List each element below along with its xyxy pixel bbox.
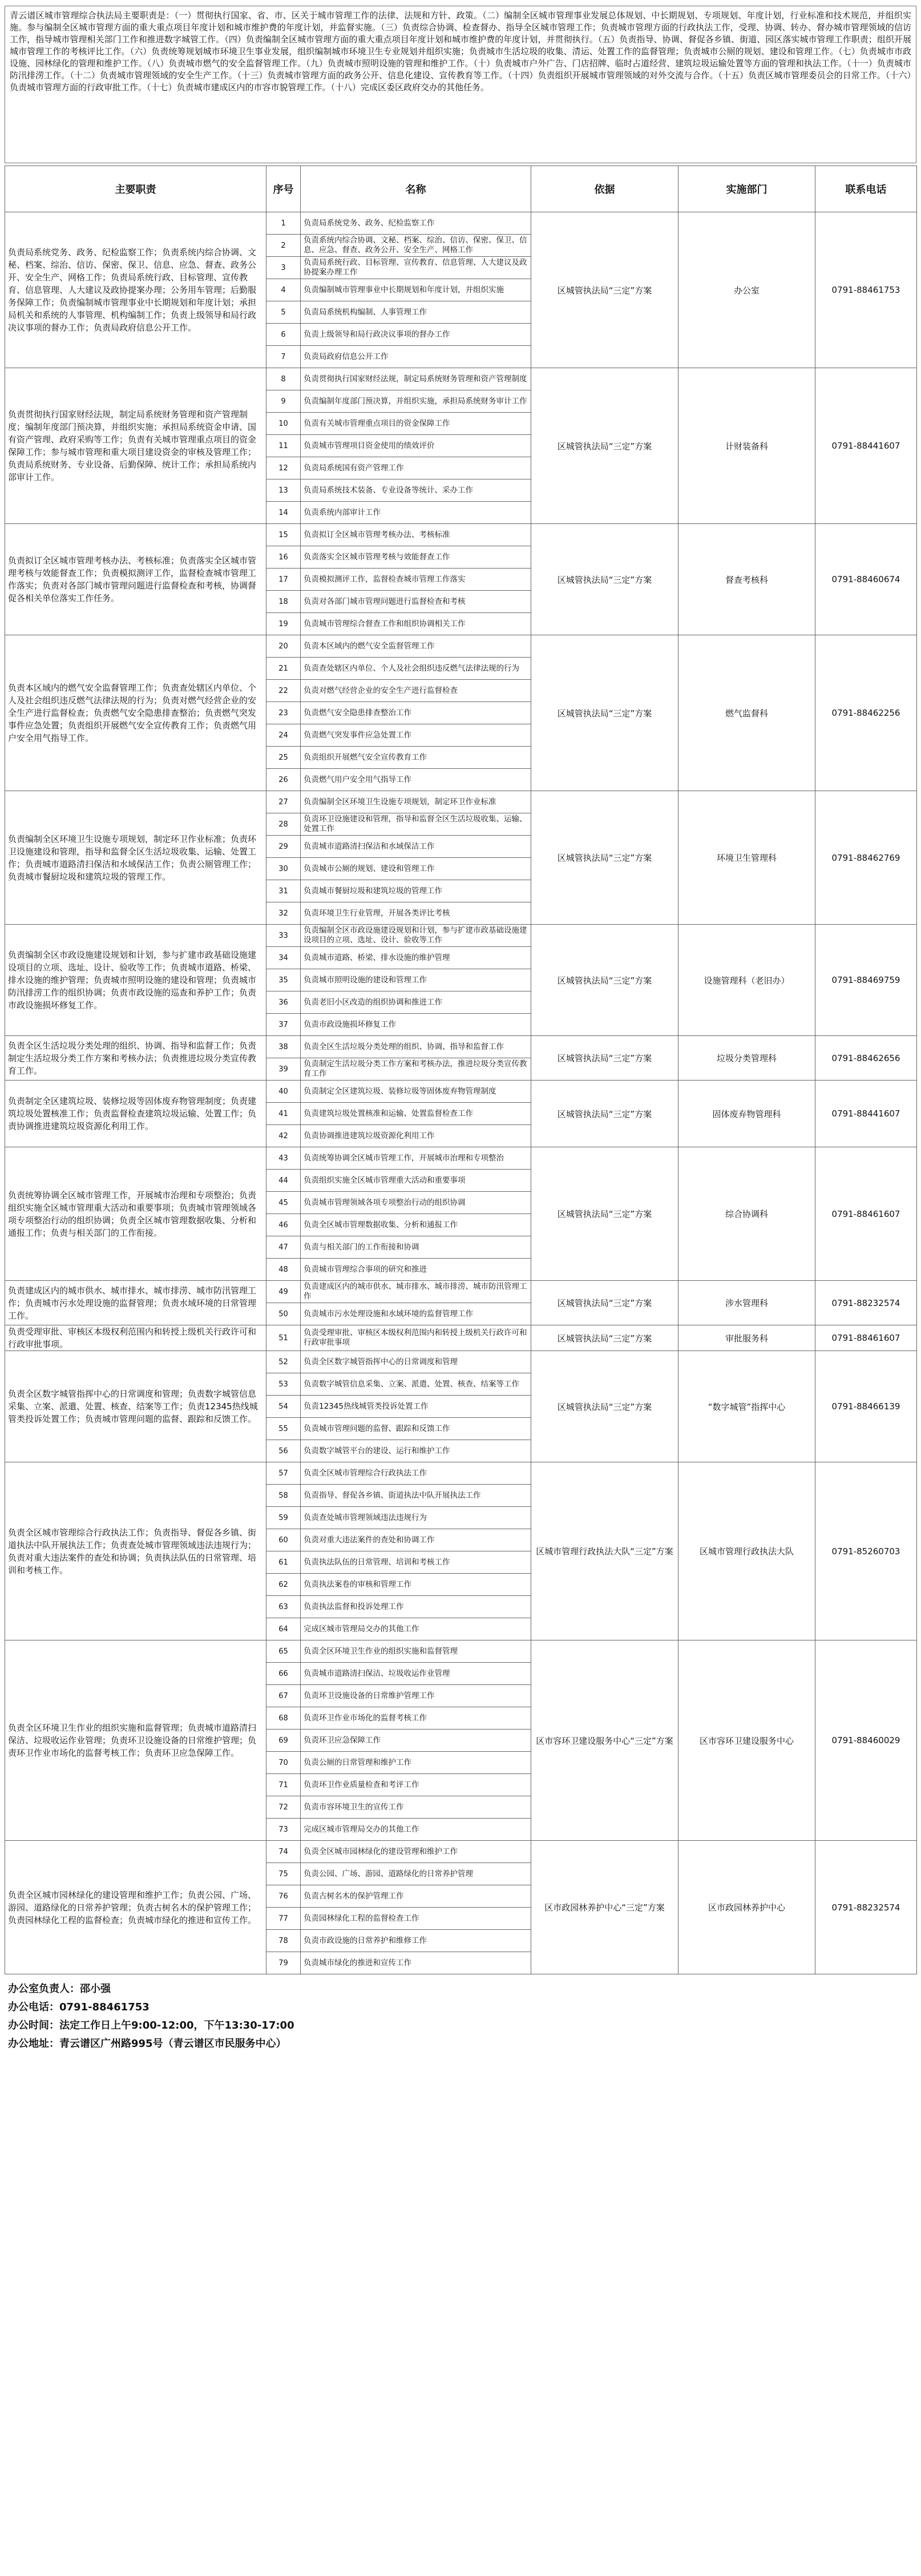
item-name-cell: 负责编制年度部门预决算，并组织实施，承担局系统财务审计工作 <box>301 390 531 413</box>
table-row <box>5 1462 917 1485</box>
seq-cell: 5 <box>266 301 301 324</box>
department-cell: 区市容环卫建设服务中心 <box>678 1640 815 1841</box>
seq-cell: 36 <box>266 991 301 1014</box>
seq-cell: 47 <box>266 1236 301 1259</box>
item-name-cell: 负责12345热线城管类投诉处置工作 <box>301 1396 531 1418</box>
intro-paragraph: 青云谱区城市管理综合执法局主要职责是：（一）贯彻执行国家、省、市、区关于城市管理工作的法律、法规和方针、政策。（二）编制全区城市管理事业发展总体规划、中长期规划、专项规划、年度计划，行业标准和技术规范，并组织实施。参与编制全区城市管理方面的重大重点项目年度计划和城市维护费的年度计划，并监督实施。（三）负责综合协调、检查督办、指导全区城市管理工作；负责城市管理方面的行政执法工作，受理、协调、转办、督办城市管理领域的信访工作，指导城市管理相关部门工作和推进数字城管工作。（四）负责编制全区城市管理方面的重大重点项目年度计划和城市维护费的年度计划，并贯彻执行。（五）负责指导、协调、督促各乡镇、街道、园区落实城市管理工作职责；组织开展城市管理工作的考核评比工作。（六）负责统筹规划城市环境卫生事业发展，组织编制城市环境卫生专业规划并组织实施；负责城市生活垃圾的收集、清运、处置工作的监督管理；负责城市公厕的规划、建设和管理工作。（七）负责城市市政设施、园林绿化的管理和维护工作。（八）负责城市燃气的安全监督管理工作。（九）负责城市照明设施的管理和维护工作。（十）负责城市户外广告、门店招牌、临时占道经营、建筑垃圾运输处置等方面的管理和执法工作。（十一）负责城市防汛排涝工作。（十二）负责城市管理领域的安全生产工作。（十三）负责城市管理方面的政务公开、信息化建设、宣传教育等工作。（十四）负责组织开展城市管理领域的对外交流与合作。（十五）负责区城市管理委员会的日常工作。（十六）负责城市管理方面的行政审批工作。（十七）负责城市建成区内的市容市貌管理工作。（十八）完成区委区政府交办的其他任务。 <box>5 6 916 163</box>
seq-cell: 10 <box>266 413 301 435</box>
item-name-cell: 负责上级领导和局行政决议事项的督办工作 <box>301 324 531 346</box>
item-name-cell: 负责园林绿化工程的监督检查工作 <box>301 1908 531 1930</box>
seq-cell: 35 <box>266 969 301 991</box>
seq-cell: 15 <box>266 524 301 546</box>
seq-cell: 53 <box>266 1373 301 1396</box>
duty-cell: 负责全区环境卫生作业的组织实施和监督管理；负责城市道路清扫保洁、垃圾收运作业管理；负责环卫设施设备的日常维护管理；负责环卫作业市场化的监督考核工作；负责环卫应急保障工作。 <box>5 1640 266 1841</box>
item-name-cell: 负责城市管理综合督查工作和组织协调相关工作 <box>301 613 531 635</box>
seq-cell: 24 <box>266 724 301 747</box>
seq-cell: 13 <box>266 479 301 502</box>
seq-cell: 43 <box>266 1147 301 1170</box>
basis-cell: 区城管执法局“三定”方案 <box>531 212 678 368</box>
item-name-cell: 负责城市绿化的推进和宣传工作 <box>301 1952 531 1974</box>
seq-cell: 6 <box>266 324 301 346</box>
footer-hours <box>8 2017 916 2035</box>
seq-cell: 67 <box>266 1685 301 1707</box>
seq-cell: 31 <box>266 880 301 902</box>
department-cell: 计财装备科 <box>678 368 815 524</box>
footer-address-value: 青云谱区广州路995号（青云谱区市民服务中心） <box>59 2038 286 2050</box>
phone-cell: 0791-88460674 <box>815 524 917 635</box>
item-name-cell: 完成区城市管理局交办的其他工作 <box>301 1819 531 1841</box>
phone-cell: 0791-88461607 <box>815 1147 917 1281</box>
phone-cell: 0791-88462256 <box>815 635 917 791</box>
item-name-cell: 负责环卫作业质量检查和考评工作 <box>301 1774 531 1796</box>
item-name-cell: 负责环境卫生行业管理，开展各类评比考核 <box>301 902 531 925</box>
duty-cell: 负责全区城市管理综合行政执法工作；负责指导、督促各乡镇、街道执法中队开展执法工作；负责查处城市管理领域违法违规行为；负责对重大违法案件的查处和协调；负责执法队伍的日常管理、培训和考核工作。 <box>5 1462 266 1640</box>
phone-cell: 0791-88462769 <box>815 791 917 925</box>
seq-cell: 71 <box>266 1774 301 1796</box>
footer-phone-value: 0791-88461753 <box>59 2001 150 2013</box>
basis-cell: 区城管执法局“三定”方案 <box>531 1036 678 1081</box>
duty-cell: 负责拟订全区城市管理考核办法、考核标准；负责落实全区城市管理考核与效能督查工作；负责模拟测评工作，监督检查城市管理工作落实；负责对各部门城市管理问题进行监督检查和考核，协调督促各相关单位落实工作任务。 <box>5 524 266 635</box>
table-row <box>5 212 917 235</box>
seq-cell: 73 <box>266 1819 301 1841</box>
duty-cell: 负责贯彻执行国家财经法规，制定局系统财务管理和资产管理制度；编制年度部门预决算，并组织实施；承担局系统资金申请、国有资产管理、政府采购等工作；负责有关城市管理重点项目的资金保障工作；参与城市管理和重大项目建设资金的审核及管理工作；负责局系统财务、专业设备、后勤保障、统计工作；承担局系统内部审计工作。 <box>5 368 266 524</box>
seq-cell: 12 <box>266 457 301 479</box>
item-name-cell: 负责全区环境卫生作业的组织实施和监督管理 <box>301 1640 531 1663</box>
item-name-cell: 负责数字城管信息采集、立案、派遣、处置、核查、结案等工作 <box>301 1373 531 1396</box>
seq-cell: 58 <box>266 1485 301 1507</box>
phone-cell: 0791-88460029 <box>815 1640 917 1841</box>
item-name-cell: 负责协调推进建筑垃圾资源化利用工作 <box>301 1125 531 1147</box>
item-name-cell: 负责执法案卷的审核和管理工作 <box>301 1574 531 1596</box>
table-row <box>5 1351 917 1373</box>
duty-cell: 负责编制全区环境卫生设施专项规划，制定环卫作业标准；负责环卫设施建设和管理，指导和监督全区生活垃圾收集、运输、处置工作；负责城市道路清扫保洁和水域保洁工作；负责公厕管理工作；负责城市餐厨垃圾和建筑垃圾的管理工作。 <box>5 791 266 925</box>
seq-cell: 45 <box>266 1192 301 1214</box>
item-name-cell: 负责公厕的日常管理和维护工作 <box>301 1752 531 1774</box>
item-name-cell: 负责老旧小区改造的组织协调和推进工作 <box>301 991 531 1014</box>
department-cell: 设施管理科（老旧办） <box>678 925 815 1036</box>
phone-cell: 0791-85260703 <box>815 1462 917 1640</box>
seq-cell: 68 <box>266 1707 301 1730</box>
basis-cell: 区城市管理行政执法大队“三定”方案 <box>531 1462 678 1640</box>
seq-cell: 72 <box>266 1796 301 1819</box>
seq-cell: 16 <box>266 546 301 569</box>
item-name-cell: 负责局系统行政、目标管理、宣传教育、信息管理、人大建议及政协提案办理工作 <box>301 257 531 279</box>
basis-cell: 区城管执法局“三定”方案 <box>531 524 678 635</box>
department-cell: 督查考核科 <box>678 524 815 635</box>
item-name-cell: 负责统筹协调全区城市管理工作，开展城市治理和专项整治 <box>301 1147 531 1170</box>
footer-leader-label: 办公室负责人： <box>8 1983 80 1995</box>
header-name: 名称 <box>301 166 531 212</box>
item-name-cell: 负责查处辖区内单位、个人及社会组织违反燃气法律法规的行为 <box>301 658 531 680</box>
phone-cell: 0791-88232574 <box>815 1281 917 1325</box>
seq-cell: 7 <box>266 346 301 368</box>
seq-cell: 59 <box>266 1507 301 1529</box>
item-name-cell: 负责执法监督和投诉处理工作 <box>301 1596 531 1618</box>
duty-cell: 负责全区生活垃圾分类处理的组织、协调、指导和监督工作；负责制定生活垃圾分类工作方案和考核办法；负责推进垃圾分类宣传教育工作。 <box>5 1036 266 1081</box>
item-name-cell: 负责市政设施的日常养护和维修工作 <box>301 1930 531 1952</box>
department-cell: 固体废弃物管理科 <box>678 1081 815 1147</box>
seq-cell: 77 <box>266 1908 301 1930</box>
seq-cell: 18 <box>266 591 301 613</box>
item-name-cell: 负责全区城市管理数据收集、分析和通报工作 <box>301 1214 531 1236</box>
basis-cell: 区城管执法局“三定”方案 <box>531 368 678 524</box>
item-name-cell: 负责城市管理领域各项专项整治行动的组织协调 <box>301 1192 531 1214</box>
seq-cell: 65 <box>266 1640 301 1663</box>
seq-cell: 75 <box>266 1863 301 1885</box>
item-name-cell: 负责贯彻执行国家财经法规，制定局系统财务管理和资产管理制度 <box>301 368 531 390</box>
footer-leader-value: 邵小强 <box>80 1983 111 1995</box>
item-name-cell: 负责全区城市园林绿化的建设管理和维护工作 <box>301 1841 531 1863</box>
contact-footer <box>5 1980 916 2053</box>
seq-cell: 29 <box>266 836 301 858</box>
item-name-cell: 负责局系统党务、政务、纪检监察工作 <box>301 212 531 235</box>
seq-cell: 50 <box>266 1303 301 1325</box>
seq-cell: 25 <box>266 747 301 769</box>
item-name-cell: 负责对各部门城市管理问题进行监督检查和考核 <box>301 591 531 613</box>
seq-cell: 49 <box>266 1281 301 1303</box>
item-name-cell: 负责落实全区城市管理考核与效能督查工作 <box>301 546 531 569</box>
item-name-cell: 负责城市道路清扫保洁和水域保洁工作 <box>301 836 531 858</box>
item-name-cell: 负责系统内部审计工作 <box>301 502 531 524</box>
item-name-cell: 负责环卫设施建设和管理，指导和监督全区生活垃圾收集、运输、处置工作 <box>301 813 531 836</box>
department-cell: 审批服务科 <box>678 1325 815 1351</box>
footer-phone <box>8 1998 916 2017</box>
seq-cell: 54 <box>266 1396 301 1418</box>
department-cell: 环境卫生管理科 <box>678 791 815 925</box>
table-row <box>5 1081 917 1103</box>
department-cell: 涉水管理科 <box>678 1281 815 1325</box>
seq-cell: 63 <box>266 1596 301 1618</box>
seq-cell: 9 <box>266 390 301 413</box>
seq-cell: 60 <box>266 1529 301 1551</box>
header-basis: 依据 <box>531 166 678 212</box>
phone-cell: 0791-88461753 <box>815 212 917 368</box>
table-row <box>5 791 917 813</box>
footer-phone-label: 办公电话： <box>8 2001 59 2013</box>
seq-cell: 21 <box>266 658 301 680</box>
seq-cell: 20 <box>266 635 301 658</box>
item-name-cell: 负责城市公厕的规划、建设和管理工作 <box>301 858 531 880</box>
item-name-cell: 负责对燃气经营企业的安全生产进行监督检查 <box>301 680 531 702</box>
item-name-cell: 负责有关城市管理重点项目的资金保障工作 <box>301 413 531 435</box>
table-row <box>5 1036 917 1058</box>
phone-cell: 0791-88469759 <box>815 925 917 1036</box>
seq-cell: 48 <box>266 1259 301 1281</box>
seq-cell: 74 <box>266 1841 301 1863</box>
department-cell: “数字城管”指挥中心 <box>678 1351 815 1462</box>
item-name-cell: 负责建成区内的城市供水、城市排水、城市排涝、城市防汛管理工作 <box>301 1281 531 1303</box>
basis-cell: 区城管执法局“三定”方案 <box>531 1325 678 1351</box>
phone-cell: 0791-88232574 <box>815 1841 917 1974</box>
item-name-cell: 负责拟订全区城市管理考核办法、考核标准 <box>301 524 531 546</box>
table-header-row <box>5 166 917 212</box>
item-name-cell: 负责燃气用户安全用气指导工作 <box>301 769 531 791</box>
phone-cell: 0791-88466139 <box>815 1351 917 1462</box>
item-name-cell: 负责受理审批、审核区本级权利范围内和转授上级机关行政许可和行政审批事项 <box>301 1325 531 1351</box>
duties-table <box>5 166 917 1974</box>
table-row <box>5 368 917 390</box>
item-name-cell: 负责城市照明设施的建设和管理工作 <box>301 969 531 991</box>
seq-cell: 78 <box>266 1930 301 1952</box>
item-name-cell: 负责制定生活垃圾分类工作方案和考核办法，推进垃圾分类宣传教育工作 <box>301 1058 531 1081</box>
seq-cell: 22 <box>266 680 301 702</box>
item-name-cell: 负责本区域内的燃气安全监督管理工作 <box>301 635 531 658</box>
item-name-cell: 负责与相关部门的工作衔接和协调 <box>301 1236 531 1259</box>
department-cell: 办公室 <box>678 212 815 368</box>
item-name-cell: 负责局系统国有资产管理工作 <box>301 457 531 479</box>
seq-cell: 19 <box>266 613 301 635</box>
item-name-cell: 负责环卫应急保障工作 <box>301 1730 531 1752</box>
item-name-cell: 负责燃气安全隐患排查整治工作 <box>301 702 531 724</box>
seq-cell: 41 <box>266 1103 301 1125</box>
duty-cell: 负责制定全区建筑垃圾、装修垃圾等固体废弃物管理制度；负责建筑垃圾处置核准工作；负责监督检查建筑垃圾运输、处置工作；负责协调推进建筑垃圾资源化利用工作。 <box>5 1081 266 1147</box>
table-row <box>5 1325 917 1351</box>
duty-cell: 负责全区城市园林绿化的建设管理和维护工作；负责公园、广场、游园、道路绿化的日常养护管理；负责古树名木的保护管理工作；负责园林绿化工程的监督检查；负责城市绿化的推进和宣传工作。 <box>5 1841 266 1974</box>
seq-cell: 76 <box>266 1885 301 1908</box>
phone-cell: 0791-88461607 <box>815 1325 917 1351</box>
seq-cell: 28 <box>266 813 301 836</box>
seq-cell: 44 <box>266 1170 301 1192</box>
item-name-cell: 负责城市道路、桥梁、排水设施的维护管理 <box>301 947 531 969</box>
seq-cell: 38 <box>266 1036 301 1058</box>
basis-cell: 区城管执法局“三定”方案 <box>531 1351 678 1462</box>
seq-cell: 8 <box>266 368 301 390</box>
footer-hours-value: 法定工作日上午9:00-12:00，下午13:30-17:00 <box>59 2019 294 2031</box>
footer-hours-label: 办公时间： <box>8 2019 59 2031</box>
item-name-cell: 负责数字城管平台的建设、运行和维护工作 <box>301 1440 531 1462</box>
seq-cell: 11 <box>266 435 301 457</box>
basis-cell: 区城管执法局“三定”方案 <box>531 635 678 791</box>
basis-cell: 区城管执法局“三定”方案 <box>531 1281 678 1325</box>
seq-cell: 52 <box>266 1351 301 1373</box>
item-name-cell: 负责城市管理问题的监督、跟踪和反馈工作 <box>301 1418 531 1440</box>
basis-cell: 区城管执法局“三定”方案 <box>531 1081 678 1147</box>
seq-cell: 4 <box>266 279 301 301</box>
item-name-cell: 负责城市污水处理设施和水域环境的监督管理工作 <box>301 1303 531 1325</box>
basis-cell: 区市容环卫建设服务中心“三定”方案 <box>531 1640 678 1841</box>
duty-cell: 负责建成区内的城市供水、城市排水、城市排涝、城市防汛管理工作；负责城市污水处理设施的监督管理；负责水域环境的日常管理工作。 <box>5 1281 266 1325</box>
item-name-cell: 负责局系统技术装备、专业设备等统计、采办工作 <box>301 479 531 502</box>
duty-cell: 负责全区数字城管指挥中心的日常调度和管理；负责数字城管信息采集、立案、派遣、处置、核查、结案等工作；负责12345热线城管类投诉处置工作；负责城市管理问题的监督、跟踪和反馈工作。 <box>5 1351 266 1462</box>
item-name-cell: 负责建筑垃圾处置核准和运输、处置监督检查工作 <box>301 1103 531 1125</box>
item-name-cell: 负责城市道路清扫保洁、垃圾收运作业管理 <box>301 1663 531 1685</box>
item-name-cell: 负责指导、督促各乡镇、街道执法中队开展执法工作 <box>301 1485 531 1507</box>
duty-cell: 负责受理审批、审核区本级权利范围内和转授上级机关行政许可和行政审批事项。 <box>5 1325 266 1351</box>
seq-cell: 42 <box>266 1125 301 1147</box>
seq-cell: 39 <box>266 1058 301 1081</box>
item-name-cell: 负责城市餐厨垃圾和建筑垃圾的管理工作 <box>301 880 531 902</box>
seq-cell: 23 <box>266 702 301 724</box>
seq-cell: 30 <box>266 858 301 880</box>
item-name-cell: 负责市容环境卫生的宣传工作 <box>301 1796 531 1819</box>
item-name-cell: 负责市政设施损坏修复工作 <box>301 1014 531 1036</box>
item-name-cell: 负责全区城市管理综合行政执法工作 <box>301 1462 531 1485</box>
item-name-cell: 负责全区生活垃圾分类处理的组织、协调、指导和监督工作 <box>301 1036 531 1058</box>
seq-cell: 17 <box>266 569 301 591</box>
table-row <box>5 524 917 546</box>
item-name-cell: 负责组织开展燃气安全宣传教育工作 <box>301 747 531 769</box>
seq-cell: 61 <box>266 1551 301 1574</box>
seq-cell: 56 <box>266 1440 301 1462</box>
seq-cell: 1 <box>266 212 301 235</box>
seq-cell: 2 <box>266 235 301 257</box>
basis-cell: 区城管执法局“三定”方案 <box>531 925 678 1036</box>
duty-cell: 负责本区域内的燃气安全监督管理工作；负责查处辖区内单位、个人及社会组织违反燃气法律法规的行为；负责对燃气经营企业的安全生产进行监督检查；负责燃气安全隐患排查整治；负责燃气突发事件应急处置；负责组织开展燃气安全宣传教育工作；负责燃气用户安全用气指导工作。 <box>5 635 266 791</box>
seq-cell: 79 <box>266 1952 301 1974</box>
header-seq: 序号 <box>266 166 301 212</box>
item-name-cell: 负责全区数字城管指挥中心的日常调度和管理 <box>301 1351 531 1373</box>
duty-cell: 负责统筹协调全区城市管理工作，开展城市治理和专项整治；负责组织实施全区城市管理重大活动和重要事项；负责城市管理领域各项专项整治行动的组织协调；负责全区城市管理数据收集、分析和通报工作；负责与相关部门的工作衔接。 <box>5 1147 266 1281</box>
seq-cell: 32 <box>266 902 301 925</box>
department-cell: 区市政园林养护中心 <box>678 1841 815 1974</box>
item-name-cell: 负责古树名木的保护管理工作 <box>301 1885 531 1908</box>
footer-address <box>8 2035 916 2053</box>
seq-cell: 33 <box>266 925 301 947</box>
item-name-cell: 负责环卫设施设备的日常维护管理工作 <box>301 1685 531 1707</box>
department-cell: 垃圾分类管理科 <box>678 1036 815 1081</box>
seq-cell: 37 <box>266 1014 301 1036</box>
item-name-cell: 负责对重大违法案件的查处和协调工作 <box>301 1529 531 1551</box>
phone-cell: 0791-88462656 <box>815 1036 917 1081</box>
item-name-cell: 负责模拟测评工作，监督检查城市管理工作落实 <box>301 569 531 591</box>
seq-cell: 27 <box>266 791 301 813</box>
phone-cell: 0791-88441607 <box>815 368 917 524</box>
seq-cell: 26 <box>266 769 301 791</box>
table-row <box>5 1841 917 1863</box>
duty-cell: 负责局系统党务、政务、纪检监察工作；负责系统内综合协调、文秘、档案、综治、信访、保密、保卫、信息、应急、督查、政务公开、安全生产、网格工作；负责局系统行政、目标管理、宣传教育、信息管理、人大建议及政协提案办理；公务用车管理；后勤服务保障工作；负责编制城市管理事业中长期规划和年度计划；承担局机关和系统的人事管理、机构编制工作；负责上级领导和局行政决议事项的督办工作；负责局政府信息公开工作。 <box>5 212 266 368</box>
seq-cell: 3 <box>266 257 301 279</box>
item-name-cell: 负责环卫作业市场化的监督考核工作 <box>301 1707 531 1730</box>
seq-cell: 62 <box>266 1574 301 1596</box>
table-row <box>5 635 917 658</box>
item-name-cell: 负责城市管理项目资金使用的绩效评价 <box>301 435 531 457</box>
table-row <box>5 1281 917 1303</box>
seq-cell: 64 <box>266 1618 301 1640</box>
seq-cell: 70 <box>266 1752 301 1774</box>
seq-cell: 14 <box>266 502 301 524</box>
item-name-cell: 负责执法队伍的日常管理、培训和考核工作 <box>301 1551 531 1574</box>
item-name-cell: 负责燃气突发事件应急处置工作 <box>301 724 531 747</box>
table-row <box>5 1640 917 1663</box>
item-name-cell: 负责公园、广场、游园、道路绿化的日常养护管理 <box>301 1863 531 1885</box>
duty-cell: 负责编制全区市政设施建设规划和计划，参与扩建市政基础设施建设项目的立项、选址、设计、验收等工作；负责城市道路、桥梁、排水设施的维护管理；负责城市照明设施的建设和管理；负责城市防汛排涝工作的组织协调；负责市政设施的巡查和养护工作；负责市政设施损坏修复工作。 <box>5 925 266 1036</box>
item-name-cell: 负责查处城市管理领域违法违规行为 <box>301 1507 531 1529</box>
footer-address-label: 办公地址： <box>8 2038 59 2050</box>
seq-cell: 66 <box>266 1663 301 1685</box>
item-name-cell: 负责局系统机构编制、人事管理工作 <box>301 301 531 324</box>
seq-cell: 46 <box>266 1214 301 1236</box>
item-name-cell: 完成区城市管理局交办的其他工作 <box>301 1618 531 1640</box>
item-name-cell: 负责编制城市管理事业中长期规划和年度计划，并组织实施 <box>301 279 531 301</box>
table-row <box>5 925 917 947</box>
item-name-cell: 负责系统内综合协调、文秘、档案、综治、信访、保密、保卫、信息、应急、督查、政务公开、安全生产、网格工作 <box>301 235 531 257</box>
table-body <box>5 212 917 1974</box>
seq-cell: 55 <box>266 1418 301 1440</box>
header-tel: 联系电话 <box>815 166 917 212</box>
item-name-cell: 负责编制全区环境卫生设施专项规划，制定环卫作业标准 <box>301 791 531 813</box>
basis-cell: 区城管执法局“三定”方案 <box>531 1147 678 1281</box>
seq-cell: 69 <box>266 1730 301 1752</box>
seq-cell: 34 <box>266 947 301 969</box>
basis-cell: 区城管执法局“三定”方案 <box>531 791 678 925</box>
seq-cell: 51 <box>266 1325 301 1351</box>
item-name-cell: 负责城市管理综合事项的研究和推进 <box>301 1259 531 1281</box>
department-cell: 综合协调科 <box>678 1147 815 1281</box>
seq-cell: 57 <box>266 1462 301 1485</box>
department-cell: 燃气监督科 <box>678 635 815 791</box>
header-dept: 实施部门 <box>678 166 815 212</box>
footer-leader <box>8 1980 916 1998</box>
phone-cell: 0791-88441607 <box>815 1081 917 1147</box>
seq-cell: 40 <box>266 1081 301 1103</box>
table-row <box>5 1147 917 1170</box>
basis-cell: 区市政园林养护中心“三定”方案 <box>531 1841 678 1974</box>
header-duty: 主要职责 <box>5 166 266 212</box>
item-name-cell: 负责编制全区市政设施建设规划和计划，参与扩建市政基础设施建设项目的立项、选址、设计、验收等工作 <box>301 925 531 947</box>
department-cell: 区城市管理行政执法大队 <box>678 1462 815 1640</box>
item-name-cell: 负责局政府信息公开工作 <box>301 346 531 368</box>
item-name-cell: 负责制定全区建筑垃圾、装修垃圾等固体废弃物管理制度 <box>301 1081 531 1103</box>
item-name-cell: 负责组织实施全区城市管理重大活动和重要事项 <box>301 1170 531 1192</box>
